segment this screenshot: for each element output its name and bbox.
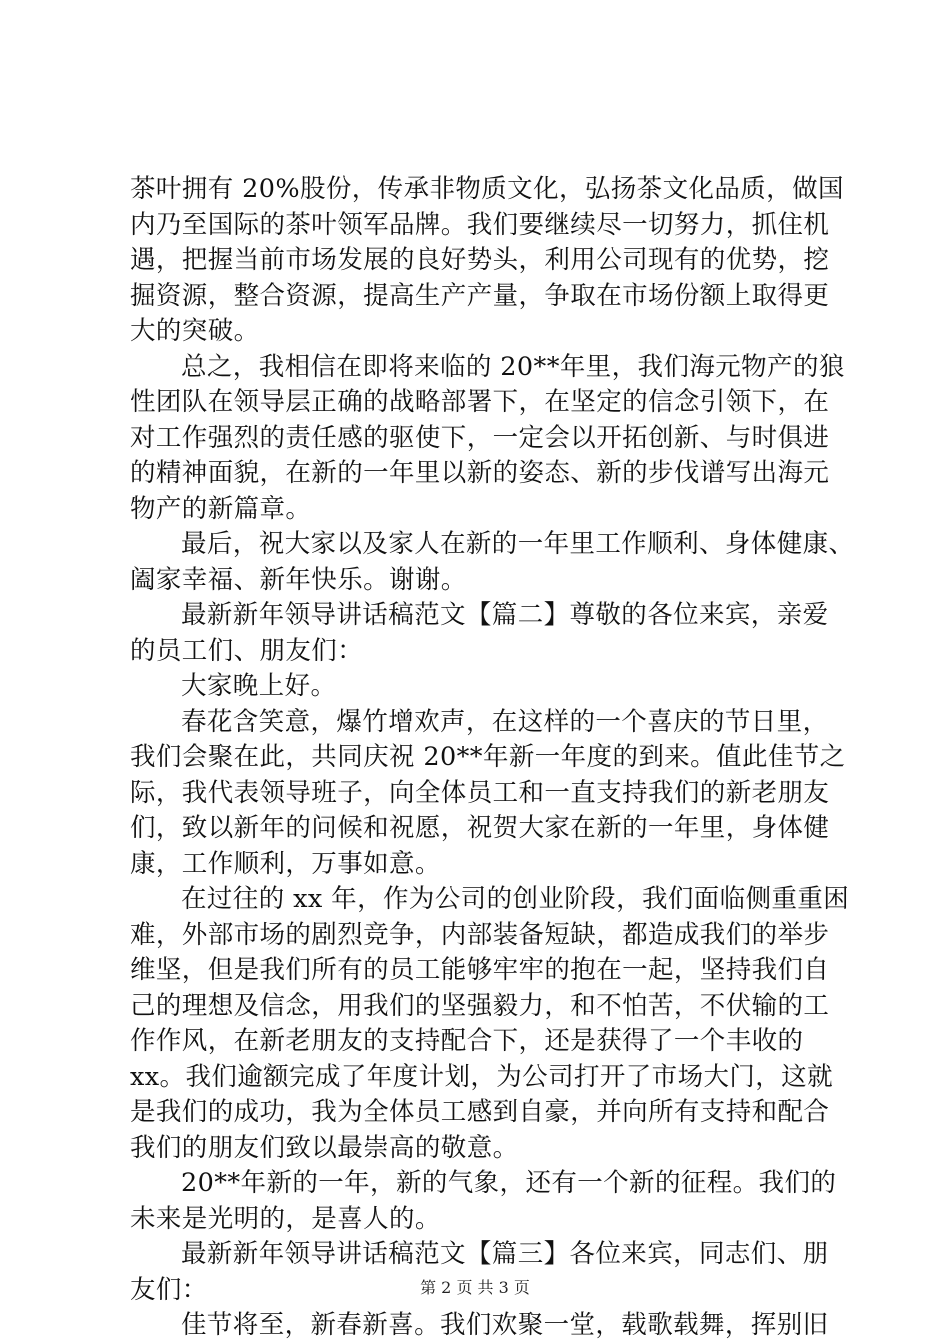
text-line: 际，我代表领导班子，向全体员工和一直支持我们的新老朋友 xyxy=(130,777,830,808)
document-body xyxy=(130,172,855,1344)
text-line: 对工作强烈的责任感的驱使下，一定会以开拓创新、与时俱进 xyxy=(130,422,830,453)
text-line: 最新新年领导讲话稿范文【篇二】尊敬的各位来宾，亲爱 xyxy=(181,600,829,630)
text-line: 最新新年领导讲话稿范文【篇三】各位来宾，同志们、朋 xyxy=(181,1239,829,1269)
text-line: 掘资源，整合资源，提高生产产量，争取在市场份额上取得更 xyxy=(130,280,830,311)
text-line: 阖家幸福、新年快乐。谢谢。 xyxy=(130,564,467,595)
text-line: 佳节将至，新春新喜。我们欢聚一堂，载歌载舞，挥别旧 xyxy=(181,1310,829,1340)
text-line: 我们会聚在此，共同庆祝 20**年新一年度的到来。值此佳节之 xyxy=(130,742,846,772)
text-line: 们，致以新年的问候和祝愿，祝贺大家在新的一年里，身体健 xyxy=(130,813,830,843)
text-line: 大的突破。 xyxy=(130,316,260,346)
text-line: 茶叶拥有 20%股份，传承非物质文化，弘扬茶文化品质，做国 xyxy=(130,174,844,204)
text-line: 遇，把握当前市场发展的良好势头，利用公司现有的优势，挖 xyxy=(130,245,830,275)
text-line: 康，工作顺利，万事如意。 xyxy=(130,848,441,879)
text-line: 20**年新的一年，新的气象，还有一个新的征程。我们的 xyxy=(181,1168,837,1198)
text-line: xx。我们逾额完成了年度计划，为公司打开了市场大门，这就 xyxy=(130,1061,833,1092)
text-line: 友们： xyxy=(130,1274,208,1305)
text-line: 大家晚上好。 xyxy=(181,671,337,701)
text-line: 己的理想及信念，用我们的坚强毅力，和不怕苦，不伏输的工 xyxy=(130,990,830,1021)
text-line: 的员工们、朋友们： xyxy=(130,635,364,666)
text-line: 是我们的成功，我为全体员工感到自豪，并向所有支持和配合 xyxy=(130,1097,830,1127)
text-line: 春花含笑意，爆竹增欢声，在这样的一个喜庆的节日里， xyxy=(181,706,829,737)
text-line: 最后，祝大家以及家人在新的一年里工作顺利、身体健康、 xyxy=(181,529,855,559)
text-line: 维坚，但是我们所有的员工能够牢牢的抱在一起，坚持我们自 xyxy=(130,955,830,985)
text-line: 作作风，在新老朋友的支持配合下，还是获得了一个丰收的 xyxy=(130,1026,804,1056)
text-line: 我们的朋友们致以最崇高的敬意。 xyxy=(130,1132,519,1163)
text-line: 性团队在领导层正确的战略部署下，在坚定的信念引领下，在 xyxy=(130,387,830,417)
page-number-footer: 第 2 页 共 3 页 xyxy=(420,1278,530,1297)
text-line: 总之，我相信在即将来临的 20**年里，我们海元物产的狼 xyxy=(181,351,845,382)
text-line: 物产的新篇章。 xyxy=(130,493,312,524)
text-line: 内乃至国际的茶叶领军品牌。我们要继续尽一切努力，抓住机 xyxy=(130,209,830,240)
text-line: 在过往的 xx 年，作为公司的创业阶段，我们面临侧重重困 xyxy=(181,884,850,914)
text-line: 未来是光明的，是喜人的。 xyxy=(130,1203,441,1234)
text-line: 难，外部市场的剧烈竞争，内部装备短缺，都造成我们的举步 xyxy=(130,919,830,950)
text-line: 的精神面貌，在新的一年里以新的姿态、新的步伐谱写出海元 xyxy=(130,458,830,488)
